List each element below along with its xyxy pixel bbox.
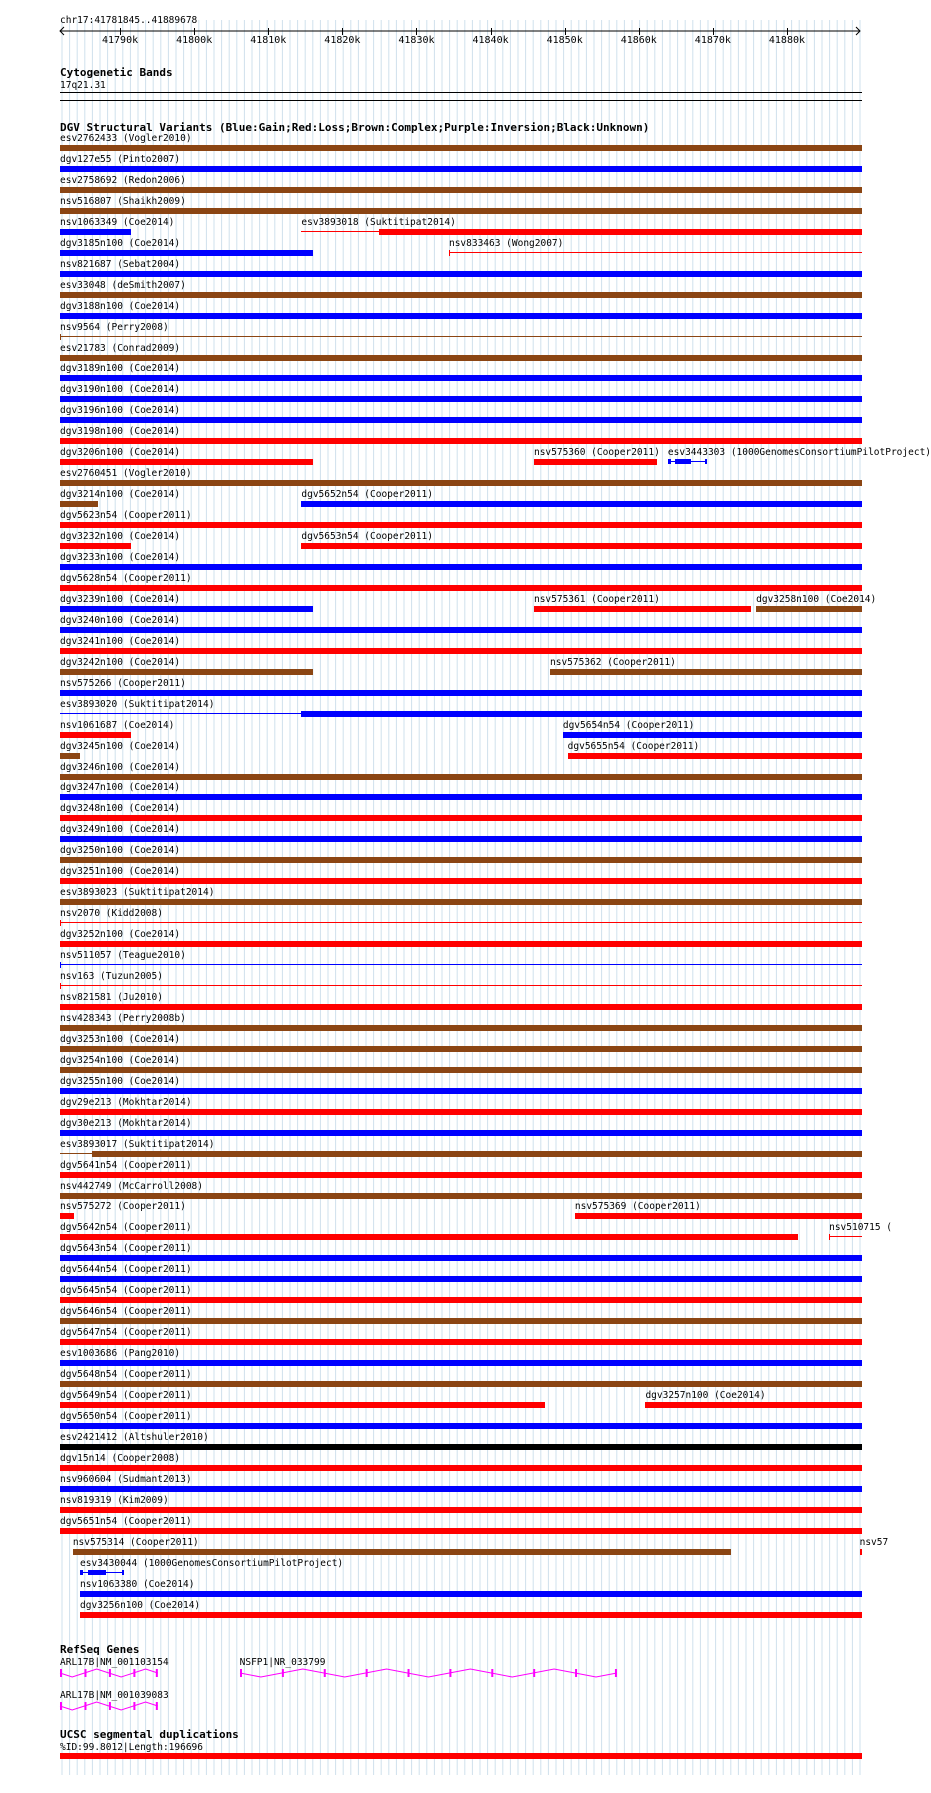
gene-label: NSFP1|NR_033799 [239, 1657, 326, 1668]
cyto-band-label: 17q21.31 [60, 80, 106, 91]
variant-bar[interactable] [60, 627, 862, 633]
ruler-tick [416, 28, 417, 35]
variant-label: dgv15n14 (Cooper2008) [60, 1452, 181, 1464]
variant-label: esv2758692 (Redon2006) [60, 174, 186, 186]
variant-bar[interactable] [60, 208, 862, 214]
gene-model[interactable] [240, 1668, 619, 1682]
variant-bar[interactable] [92, 1151, 862, 1157]
dgv-track-title: DGV Structural Variants (Blue:Gain;Red:Loss;Brown:Complex;Purple:Inversion;Black:Unknown) [60, 121, 650, 134]
variant-label: nsv575369 (Cooper2011) [574, 1201, 701, 1213]
variant-label: nsv510715 ( [829, 1222, 893, 1234]
variant-bar[interactable] [60, 878, 862, 884]
variant-bar[interactable] [60, 375, 862, 381]
variant-bar[interactable] [534, 606, 751, 612]
variant-label: esv21783 (Conrad2009) [60, 342, 181, 354]
gene-intron-line [240, 1669, 617, 1677]
variant-label: dgv3256n100 (Coe2014) [80, 1599, 201, 1611]
variant-bar-thin[interactable] [60, 1153, 92, 1154]
variant-label: dgv3248n100 (Coe2014) [60, 803, 181, 815]
variant-bar[interactable] [60, 1507, 862, 1513]
variant-label: esv3443303 (1000GenomesConsortiumPilotProject) [667, 447, 931, 459]
variant-bar[interactable] [60, 1067, 862, 1073]
ruler-tick-label: 41860k [620, 35, 657, 46]
variant-label: dgv5653n54 (Cooper2011) [301, 531, 433, 543]
variant-label: dgv5650n54 (Cooper2011) [60, 1410, 192, 1422]
variant-label: esv3893023 (Suktitipat2014) [60, 887, 215, 899]
variant-bar[interactable] [60, 438, 862, 444]
ruler-tick [268, 28, 269, 35]
variant-label: nsv428343 (Perry2008b) [60, 1012, 186, 1024]
variant-bar[interactable] [60, 964, 862, 965]
variant-label: dgv3240n100 (Coe2014) [60, 614, 181, 626]
ruler-tick [491, 28, 492, 35]
variant-label: dgv3185n100 (Coe2014) [60, 237, 181, 249]
segdup-feature-label: %ID:99.8012|Length:196696 [60, 1742, 203, 1753]
variant-bar[interactable] [756, 606, 862, 612]
variant-bar[interactable] [60, 292, 862, 298]
variant-bar[interactable] [379, 229, 862, 235]
variant-bar[interactable] [60, 459, 313, 465]
ruler-tick-label: 41870k [694, 35, 731, 46]
gene-intron-line [60, 1669, 158, 1677]
variant-label: dgv3251n100 (Coe2014) [60, 866, 181, 878]
variant-label: nsv1061687 (Coe2014) [60, 719, 175, 731]
gene-exon [156, 1669, 158, 1677]
ruler-tick [787, 28, 788, 35]
variant-bar[interactable] [60, 564, 862, 570]
ruler-tick [120, 28, 121, 35]
region-label: chr17:41781845..41889678 [60, 15, 198, 26]
variant-bar[interactable] [60, 1213, 74, 1219]
ruler-tick-label: 41840k [472, 35, 509, 46]
variant-label: esv33048 (deSmith2007) [60, 279, 186, 291]
variant-label: nsv821581 (Ju2010) [60, 991, 163, 1003]
variant-label: esv2421412 (Altshuler2010) [60, 1431, 209, 1443]
ruler-tick-label: 41850k [546, 35, 583, 46]
variant-bar-cap [449, 250, 450, 256]
variant-bar-cap [60, 334, 61, 340]
variant-bar[interactable] [60, 1339, 862, 1345]
variant-label: nsv2070 (Kidd2008) [60, 908, 163, 920]
variant-label: esv3893020 (Suktitipat2014) [60, 698, 215, 710]
gene-exon [109, 1669, 111, 1677]
variant-bar[interactable] [60, 166, 862, 172]
variant-bar[interactable] [860, 1549, 862, 1555]
variant-label: dgv5645n54 (Cooper2011) [60, 1285, 192, 1297]
gene-exon [491, 1669, 493, 1677]
variant-label: dgv3245n100 (Coe2014) [60, 740, 181, 752]
variant-bar[interactable] [550, 669, 862, 675]
variant-bar[interactable] [60, 753, 80, 759]
variant-bar[interactable] [60, 1297, 862, 1303]
variant-bar[interactable] [80, 1591, 862, 1597]
variant-label: nsv575362 (Cooper2011) [550, 656, 676, 668]
variant-label: dgv3255n100 (Coe2014) [60, 1075, 181, 1087]
variant-bar-thin[interactable] [301, 231, 379, 232]
variant-label: dgv3239n100 (Coe2014) [60, 593, 181, 605]
variant-bar[interactable] [60, 1004, 862, 1010]
variant-bar[interactable] [60, 648, 862, 654]
variant-bar[interactable] [60, 836, 862, 842]
variant-bar[interactable] [60, 480, 862, 486]
variant-bar[interactable] [60, 690, 862, 696]
variant-bar[interactable] [60, 336, 862, 337]
variant-label: dgv3252n100 (Coe2014) [60, 929, 181, 941]
variant-label: nsv575314 (Cooper2011) [72, 1536, 199, 1548]
variant-label: nsv575360 (Cooper2011) [533, 447, 660, 459]
ruler-tick-label: 41830k [398, 35, 435, 46]
variant-label: dgv3249n100 (Coe2014) [60, 824, 181, 836]
gene-exon [282, 1669, 284, 1677]
gene-model[interactable] [60, 1668, 160, 1682]
variant-label: dgv5651n54 (Cooper2011) [60, 1515, 192, 1527]
variant-block[interactable] [675, 459, 692, 464]
variant-bar[interactable] [60, 187, 862, 193]
variant-label: dgv5654n54 (Cooper2011) [562, 719, 695, 731]
variant-label: dgv3257n100 (Coe2014) [645, 1390, 766, 1401]
variant-bar[interactable] [60, 857, 862, 863]
refseq-track-title: RefSeq Genes [60, 1643, 140, 1656]
variant-label: dgv30e213 (Mokhtar2014) [60, 1117, 192, 1129]
variant-bar[interactable] [60, 145, 862, 151]
variant-label: dgv5643n54 (Cooper2011) [60, 1243, 192, 1255]
variant-bar[interactable] [60, 501, 98, 507]
variant-bar[interactable] [60, 1465, 862, 1471]
gene-exon [575, 1669, 577, 1677]
variant-bar-cap [60, 983, 61, 989]
variant-bar[interactable] [60, 1193, 862, 1199]
variant-label: dgv3196n100 (Coe2014) [60, 405, 181, 417]
variant-bar[interactable] [80, 1612, 862, 1618]
variant-label: nsv833463 (Wong2007) [448, 237, 564, 249]
variant-bar[interactable] [60, 1528, 862, 1534]
variant-bar[interactable] [301, 501, 862, 507]
variant-bar[interactable] [60, 396, 862, 402]
variant-block[interactable] [668, 459, 671, 464]
variant-label: nsv57 [859, 1536, 889, 1548]
variant-label: nsv1063380 (Coe2014) [80, 1578, 195, 1590]
variant-block[interactable] [705, 459, 707, 464]
variant-bar[interactable] [301, 543, 862, 549]
gene-intron-line [60, 1702, 158, 1710]
variant-bar[interactable] [60, 1444, 862, 1450]
gene-exon [615, 1669, 617, 1677]
variant-label: nsv516807 (Shaikh2009) [60, 195, 186, 207]
gene-model[interactable] [60, 1701, 160, 1715]
variant-label: esv2762433 (Vogler2010) [60, 133, 192, 144]
variant-bar-cap [829, 1234, 830, 1240]
variant-label: nsv1063349 (Coe2014) [60, 216, 175, 228]
gene-exon [156, 1702, 158, 1710]
variant-label: dgv5648n54 (Cooper2011) [60, 1369, 192, 1381]
gene-label: ARL17B|NM_001039083 [60, 1690, 169, 1701]
gene-label: ARL17B|NM_001103154 [60, 1657, 169, 1668]
variant-bar[interactable] [534, 459, 658, 465]
variant-bar[interactable] [60, 922, 862, 923]
variant-label: nsv575361 (Cooper2011) [533, 593, 660, 605]
ruler-tick-label: 41790k [102, 35, 139, 46]
gene-exon [449, 1669, 451, 1677]
variant-label: nsv575272 (Cooper2011) [60, 1201, 186, 1213]
gene-exon [533, 1669, 535, 1677]
variant-bar-cap [60, 920, 61, 926]
variant-label: dgv3189n100 (Coe2014) [60, 363, 181, 375]
variant-label: dgv3253n100 (Coe2014) [60, 1033, 181, 1045]
variant-bar[interactable] [60, 417, 862, 423]
variant-bar[interactable] [60, 1486, 862, 1492]
variant-label: dgv3190n100 (Coe2014) [60, 384, 181, 396]
variant-label: esv3893018 (Suktitipat2014) [301, 216, 456, 228]
variant-label: dgv3246n100 (Coe2014) [60, 761, 181, 773]
variant-bar[interactable] [60, 1025, 862, 1031]
variant-block[interactable] [122, 1570, 124, 1575]
variant-label: dgv3233n100 (Coe2014) [60, 552, 181, 563]
variant-bar[interactable] [60, 815, 862, 821]
variant-bar[interactable] [60, 606, 313, 612]
variant-bar[interactable] [60, 229, 131, 235]
ruler-tick-label: 41810k [250, 35, 287, 46]
variant-label: nsv821687 (Sebat2004) [60, 258, 181, 270]
variant-label: dgv5642n54 (Cooper2011) [60, 1222, 192, 1234]
variant-label: dgv3214n100 (Coe2014) [60, 489, 181, 501]
ruler-tick [342, 28, 343, 35]
variant-label: nsv511057 (Teague2010) [60, 950, 186, 962]
segdup-feature-bar[interactable] [60, 1753, 862, 1759]
variant-bar-cap [60, 962, 61, 968]
variant-label: dgv3242n100 (Coe2014) [60, 656, 181, 668]
variant-block[interactable] [80, 1570, 83, 1575]
variant-bar[interactable] [60, 1109, 862, 1115]
variant-bar[interactable] [60, 543, 131, 549]
variant-bar[interactable] [60, 985, 862, 986]
gene-exon [365, 1669, 367, 1677]
cyto-band-line [60, 92, 862, 93]
variant-label: dgv5652n54 (Cooper2011) [301, 489, 433, 501]
variant-bar[interactable] [60, 1255, 862, 1261]
gene-exon [133, 1669, 135, 1677]
variant-bar[interactable] [60, 1402, 545, 1408]
variant-label: nsv442749 (McCarroll2008) [60, 1180, 203, 1192]
gene-exon [60, 1702, 62, 1710]
variant-label: dgv29e213 (Mokhtar2014) [60, 1096, 192, 1108]
variant-label: dgv3198n100 (Coe2014) [60, 426, 181, 438]
variant-block[interactable] [88, 1570, 107, 1575]
variant-label: dgv3254n100 (Coe2014) [60, 1054, 181, 1066]
variant-label: dgv3258n100 (Coe2014) [756, 593, 877, 605]
gene-exon [109, 1702, 111, 1710]
variant-bar[interactable] [60, 1172, 862, 1178]
variant-bar[interactable] [301, 711, 862, 717]
variant-bar[interactable] [73, 1549, 731, 1555]
gene-exon [240, 1669, 242, 1677]
variant-label: dgv5623n54 (Cooper2011) [60, 510, 192, 522]
cyto-track-title: Cytogenetic Bands [60, 66, 173, 79]
cyto-band-line [60, 100, 862, 101]
ruler-tick [194, 28, 195, 35]
variant-bar[interactable] [645, 1402, 862, 1408]
variant-bar[interactable] [60, 1276, 862, 1282]
ruler-tick-label: 41820k [324, 35, 361, 46]
variant-bar[interactable] [563, 732, 862, 738]
variant-bar[interactable] [60, 1130, 862, 1136]
variant-label: dgv3250n100 (Coe2014) [60, 845, 181, 857]
gene-exon [133, 1702, 135, 1710]
gene-exon [84, 1702, 86, 1710]
variant-label: esv2760451 (Vogler2010) [60, 468, 192, 480]
variant-bar[interactable] [60, 1360, 862, 1366]
variant-label: dgv5649n54 (Cooper2011) [60, 1390, 192, 1401]
variant-label: dgv3188n100 (Coe2014) [60, 300, 181, 312]
variant-bar[interactable] [829, 1236, 862, 1237]
variant-label: dgv5641n54 (Cooper2011) [60, 1159, 192, 1171]
variant-bar[interactable] [60, 250, 313, 256]
variant-label: dgv5628n54 (Cooper2011) [60, 572, 192, 584]
variant-bar[interactable] [60, 1046, 862, 1052]
variant-label: nsv9564 (Perry2008) [60, 321, 169, 333]
variant-bar[interactable] [60, 1423, 862, 1429]
variant-bar[interactable] [60, 794, 862, 800]
variant-label: nsv819319 (Kim2009) [60, 1494, 169, 1506]
variant-label: dgv3206n100 (Coe2014) [60, 447, 181, 459]
gene-exon [84, 1669, 86, 1677]
variant-bar[interactable] [60, 899, 862, 905]
variant-bar[interactable] [568, 753, 862, 759]
variant-bar[interactable] [60, 271, 862, 277]
variant-bar[interactable] [60, 585, 862, 591]
variant-label: dgv5655n54 (Cooper2011) [567, 740, 700, 752]
variant-label: dgv3241n100 (Coe2014) [60, 635, 181, 647]
variant-label: nsv960604 (Sudmant2013) [60, 1473, 192, 1485]
variant-bar[interactable] [60, 1088, 862, 1094]
variant-bar-thin[interactable] [60, 713, 301, 714]
gene-exon [407, 1669, 409, 1677]
variant-label: dgv127e55 (Pinto2007) [60, 153, 181, 165]
ruler-tick-label: 41880k [768, 35, 806, 46]
variant-label: dgv5647n54 (Cooper2011) [60, 1327, 192, 1339]
ruler-tick [565, 28, 566, 35]
variant-label: dgv3232n100 (Coe2014) [60, 531, 181, 543]
variant-bar[interactable] [60, 1234, 798, 1240]
variant-label: nsv575266 (Cooper2011) [60, 677, 186, 689]
variant-label: esv1003686 (Pang2010) [60, 1348, 181, 1360]
variant-label: nsv163 (Tuzun2005) [60, 971, 163, 982]
variant-label: esv3893017 (Suktitipat2014) [60, 1138, 215, 1150]
ruler-tick [713, 28, 714, 35]
variant-bar[interactable] [60, 941, 862, 947]
gene-exon [323, 1669, 325, 1677]
segdup-track-title: UCSC segmental duplications [60, 1728, 239, 1741]
variant-label: dgv5644n54 (Cooper2011) [60, 1264, 192, 1276]
variant-bar[interactable] [60, 522, 862, 528]
ruler-tick [639, 28, 640, 35]
gene-exon [60, 1669, 62, 1677]
variant-label: esv3430044 (1000GenomesConsortiumPilotProject) [80, 1557, 344, 1569]
variant-label: dgv5646n54 (Cooper2011) [60, 1306, 192, 1318]
ruler-tick-label: 41800k [176, 35, 213, 46]
variant-bar[interactable] [60, 355, 862, 361]
variant-bar[interactable] [449, 252, 862, 253]
variant-bar[interactable] [575, 1213, 862, 1219]
variant-label: dgv3247n100 (Coe2014) [60, 782, 181, 794]
variant-bar[interactable] [60, 313, 862, 319]
variant-bar[interactable] [60, 774, 862, 780]
variant-bar[interactable] [60, 732, 131, 738]
variant-bar[interactable] [60, 1381, 862, 1387]
variant-bar[interactable] [60, 1318, 862, 1324]
variant-bar[interactable] [60, 669, 313, 675]
